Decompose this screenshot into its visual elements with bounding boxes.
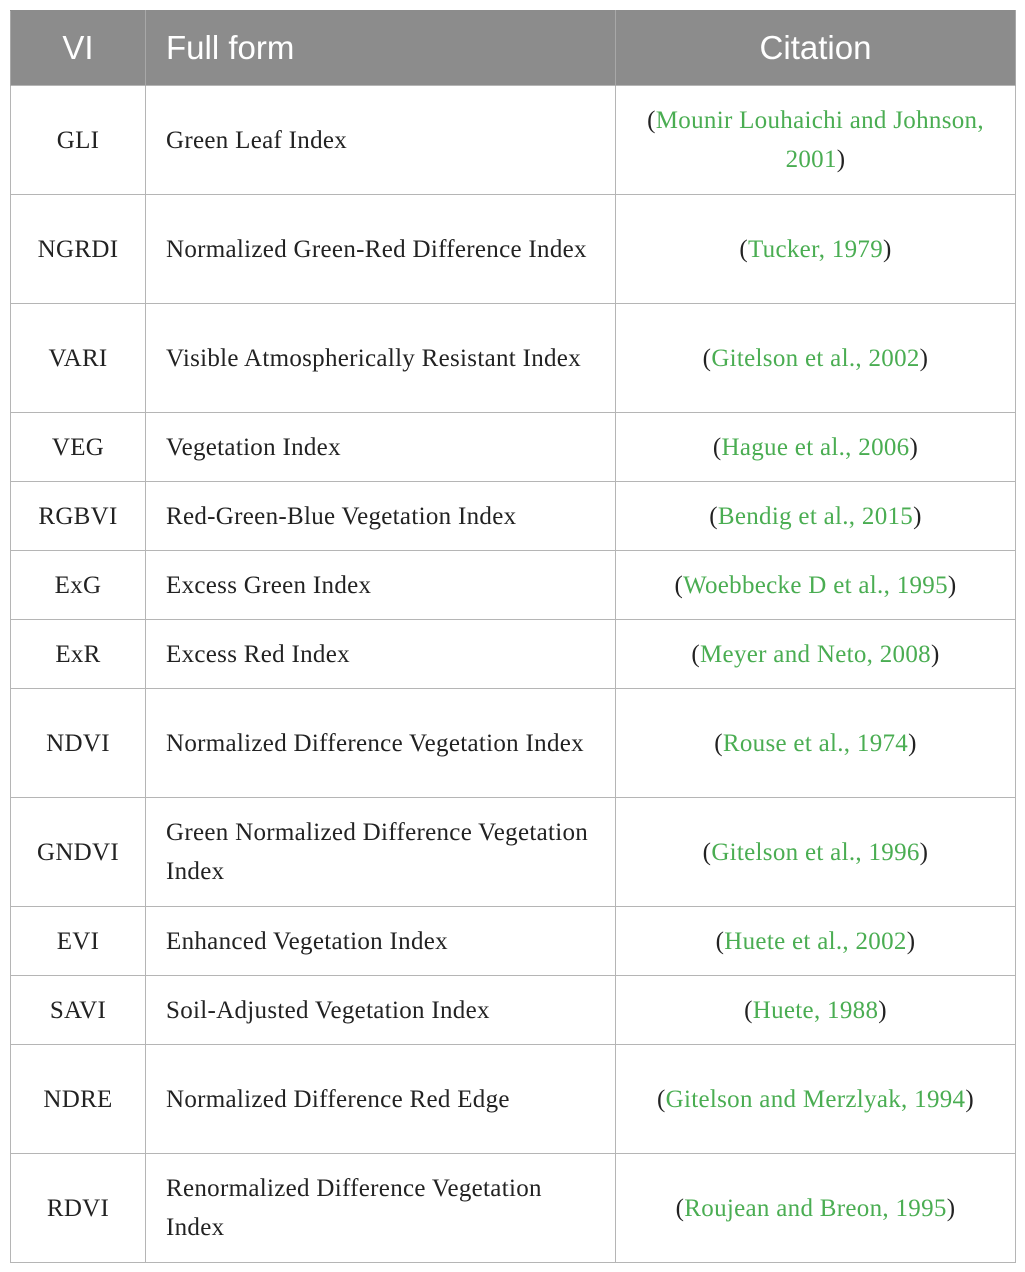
full-form-cell: Visible Atmospherically Resistant Index xyxy=(146,304,616,413)
full-form-cell: Green Normalized Difference Vegetation Index xyxy=(146,798,616,907)
full-form-cell: Green Leaf Index xyxy=(146,86,616,195)
citation-link[interactable]: Gitelson et al., 1996 xyxy=(711,838,920,866)
citation-link[interactable]: Tucker, 1979 xyxy=(747,235,883,263)
table-row xyxy=(11,907,1016,976)
citation-close-paren: ) xyxy=(946,1194,956,1222)
citation-close-paren: ) xyxy=(909,433,919,461)
citation-open-paren: ( xyxy=(691,640,701,668)
citation-close-paren: ) xyxy=(930,640,940,668)
citation-close-paren: ) xyxy=(919,344,929,372)
full-form-cell: Excess Green Index xyxy=(146,551,616,620)
citation-close-paren: ) xyxy=(836,146,846,173)
vegetation-index-table xyxy=(10,10,1016,1263)
full-form-cell: Normalized Difference Red Edge xyxy=(146,1045,616,1154)
header-full-form: Full form xyxy=(146,11,616,86)
vi-cell: RDVI xyxy=(11,1154,146,1263)
citation-close-paren: ) xyxy=(883,235,892,263)
citation-open-paren: ( xyxy=(674,571,684,599)
vi-cell: GLI xyxy=(11,86,146,195)
vi-cell: VARI xyxy=(11,304,146,413)
full-form-cell: Soil-Adjusted Vegetation Index xyxy=(146,976,616,1045)
citation-link[interactable]: Meyer and Neto, 2008 xyxy=(700,640,931,668)
citation-link[interactable]: Roujean and Breon, 1995 xyxy=(684,1194,947,1222)
citation-open-paren: ( xyxy=(712,433,722,461)
full-form-cell: Excess Red Index xyxy=(146,620,616,689)
table-row xyxy=(11,976,1016,1045)
citation-link[interactable]: Gitelson et al., 2002 xyxy=(711,344,920,372)
table-row xyxy=(11,798,1016,907)
table-row xyxy=(11,195,1016,304)
citation-cell xyxy=(616,689,1016,798)
full-form-cell: Normalized Green-Red Difference Index xyxy=(146,195,616,304)
header-row xyxy=(11,11,1016,86)
citation-open-paren: ( xyxy=(647,107,656,134)
citation-link[interactable]: Gitelson and Merzlyak, 1994 xyxy=(665,1085,966,1113)
full-form-cell: Enhanced Vegetation Index xyxy=(146,907,616,976)
vegetation-index-table-container xyxy=(10,10,1015,1263)
citation-open-paren: ( xyxy=(739,235,748,263)
vi-cell: SAVI xyxy=(11,976,146,1045)
table-row xyxy=(11,413,1016,482)
citation-open-paren: ( xyxy=(675,1194,685,1222)
header-vi: VI xyxy=(11,11,146,86)
vi-cell: ExR xyxy=(11,620,146,689)
citation-cell xyxy=(616,976,1016,1045)
table-body xyxy=(11,86,1016,1263)
citation-close-paren: ) xyxy=(913,502,922,530)
citation-open-paren: ( xyxy=(709,502,718,530)
citation-cell xyxy=(616,1154,1016,1263)
citation-cell xyxy=(616,551,1016,620)
citation-open-paren: ( xyxy=(702,838,712,866)
vi-cell: NDRE xyxy=(11,1045,146,1154)
citation-close-paren: ) xyxy=(878,996,887,1024)
citation-close-paren: ) xyxy=(908,729,917,757)
vi-cell: NGRDI xyxy=(11,195,146,304)
citation-open-paren: ( xyxy=(714,729,723,757)
citation-link[interactable]: Mounir Louhaichi and Johnson, 2001 xyxy=(655,107,984,173)
citation-link[interactable]: Woebbecke D et al., 1995 xyxy=(683,571,948,599)
citation-close-paren: ) xyxy=(965,1085,974,1113)
citation-cell xyxy=(616,907,1016,976)
full-form-cell: Renormalized Difference Vegetation Index xyxy=(146,1154,616,1263)
citation-cell xyxy=(616,304,1016,413)
citation-cell xyxy=(616,195,1016,304)
citation-close-paren: ) xyxy=(906,927,916,955)
vi-cell: ExG xyxy=(11,551,146,620)
citation-open-paren: ( xyxy=(702,344,712,372)
citation-cell xyxy=(616,86,1016,195)
citation-close-paren: ) xyxy=(919,838,929,866)
citation-cell xyxy=(616,482,1016,551)
vi-cell: VEG xyxy=(11,413,146,482)
citation-cell xyxy=(616,413,1016,482)
citation-open-paren: ( xyxy=(744,996,753,1024)
table-header xyxy=(11,11,1016,86)
citation-cell xyxy=(616,1045,1016,1154)
vi-cell: NDVI xyxy=(11,689,146,798)
citation-close-paren: ) xyxy=(947,571,957,599)
full-form-cell: Vegetation Index xyxy=(146,413,616,482)
table-row xyxy=(11,1045,1016,1154)
citation-cell xyxy=(616,798,1016,907)
vi-cell: RGBVI xyxy=(11,482,146,551)
citation-cell xyxy=(616,620,1016,689)
full-form-cell: Red-Green-Blue Vegetation Index xyxy=(146,482,616,551)
citation-link[interactable]: Huete, 1988 xyxy=(752,996,879,1024)
citation-link[interactable]: Hague et al., 2006 xyxy=(721,433,910,461)
table-row xyxy=(11,482,1016,551)
table-row xyxy=(11,620,1016,689)
vi-cell: EVI xyxy=(11,907,146,976)
table-row xyxy=(11,551,1016,620)
citation-link[interactable]: Huete et al., 2002 xyxy=(724,927,907,955)
citation-link[interactable]: Rouse et al., 1974 xyxy=(722,729,909,757)
table-row xyxy=(11,304,1016,413)
table-row xyxy=(11,1154,1016,1263)
header-citation: Citation xyxy=(616,11,1016,86)
full-form-cell: Normalized Difference Vegetation Index xyxy=(146,689,616,798)
citation-open-paren: ( xyxy=(715,927,725,955)
vi-cell: GNDVI xyxy=(11,798,146,907)
table-row xyxy=(11,689,1016,798)
citation-open-paren: ( xyxy=(657,1085,666,1113)
citation-link[interactable]: Bendig et al., 2015 xyxy=(717,502,914,530)
table-row xyxy=(11,86,1016,195)
